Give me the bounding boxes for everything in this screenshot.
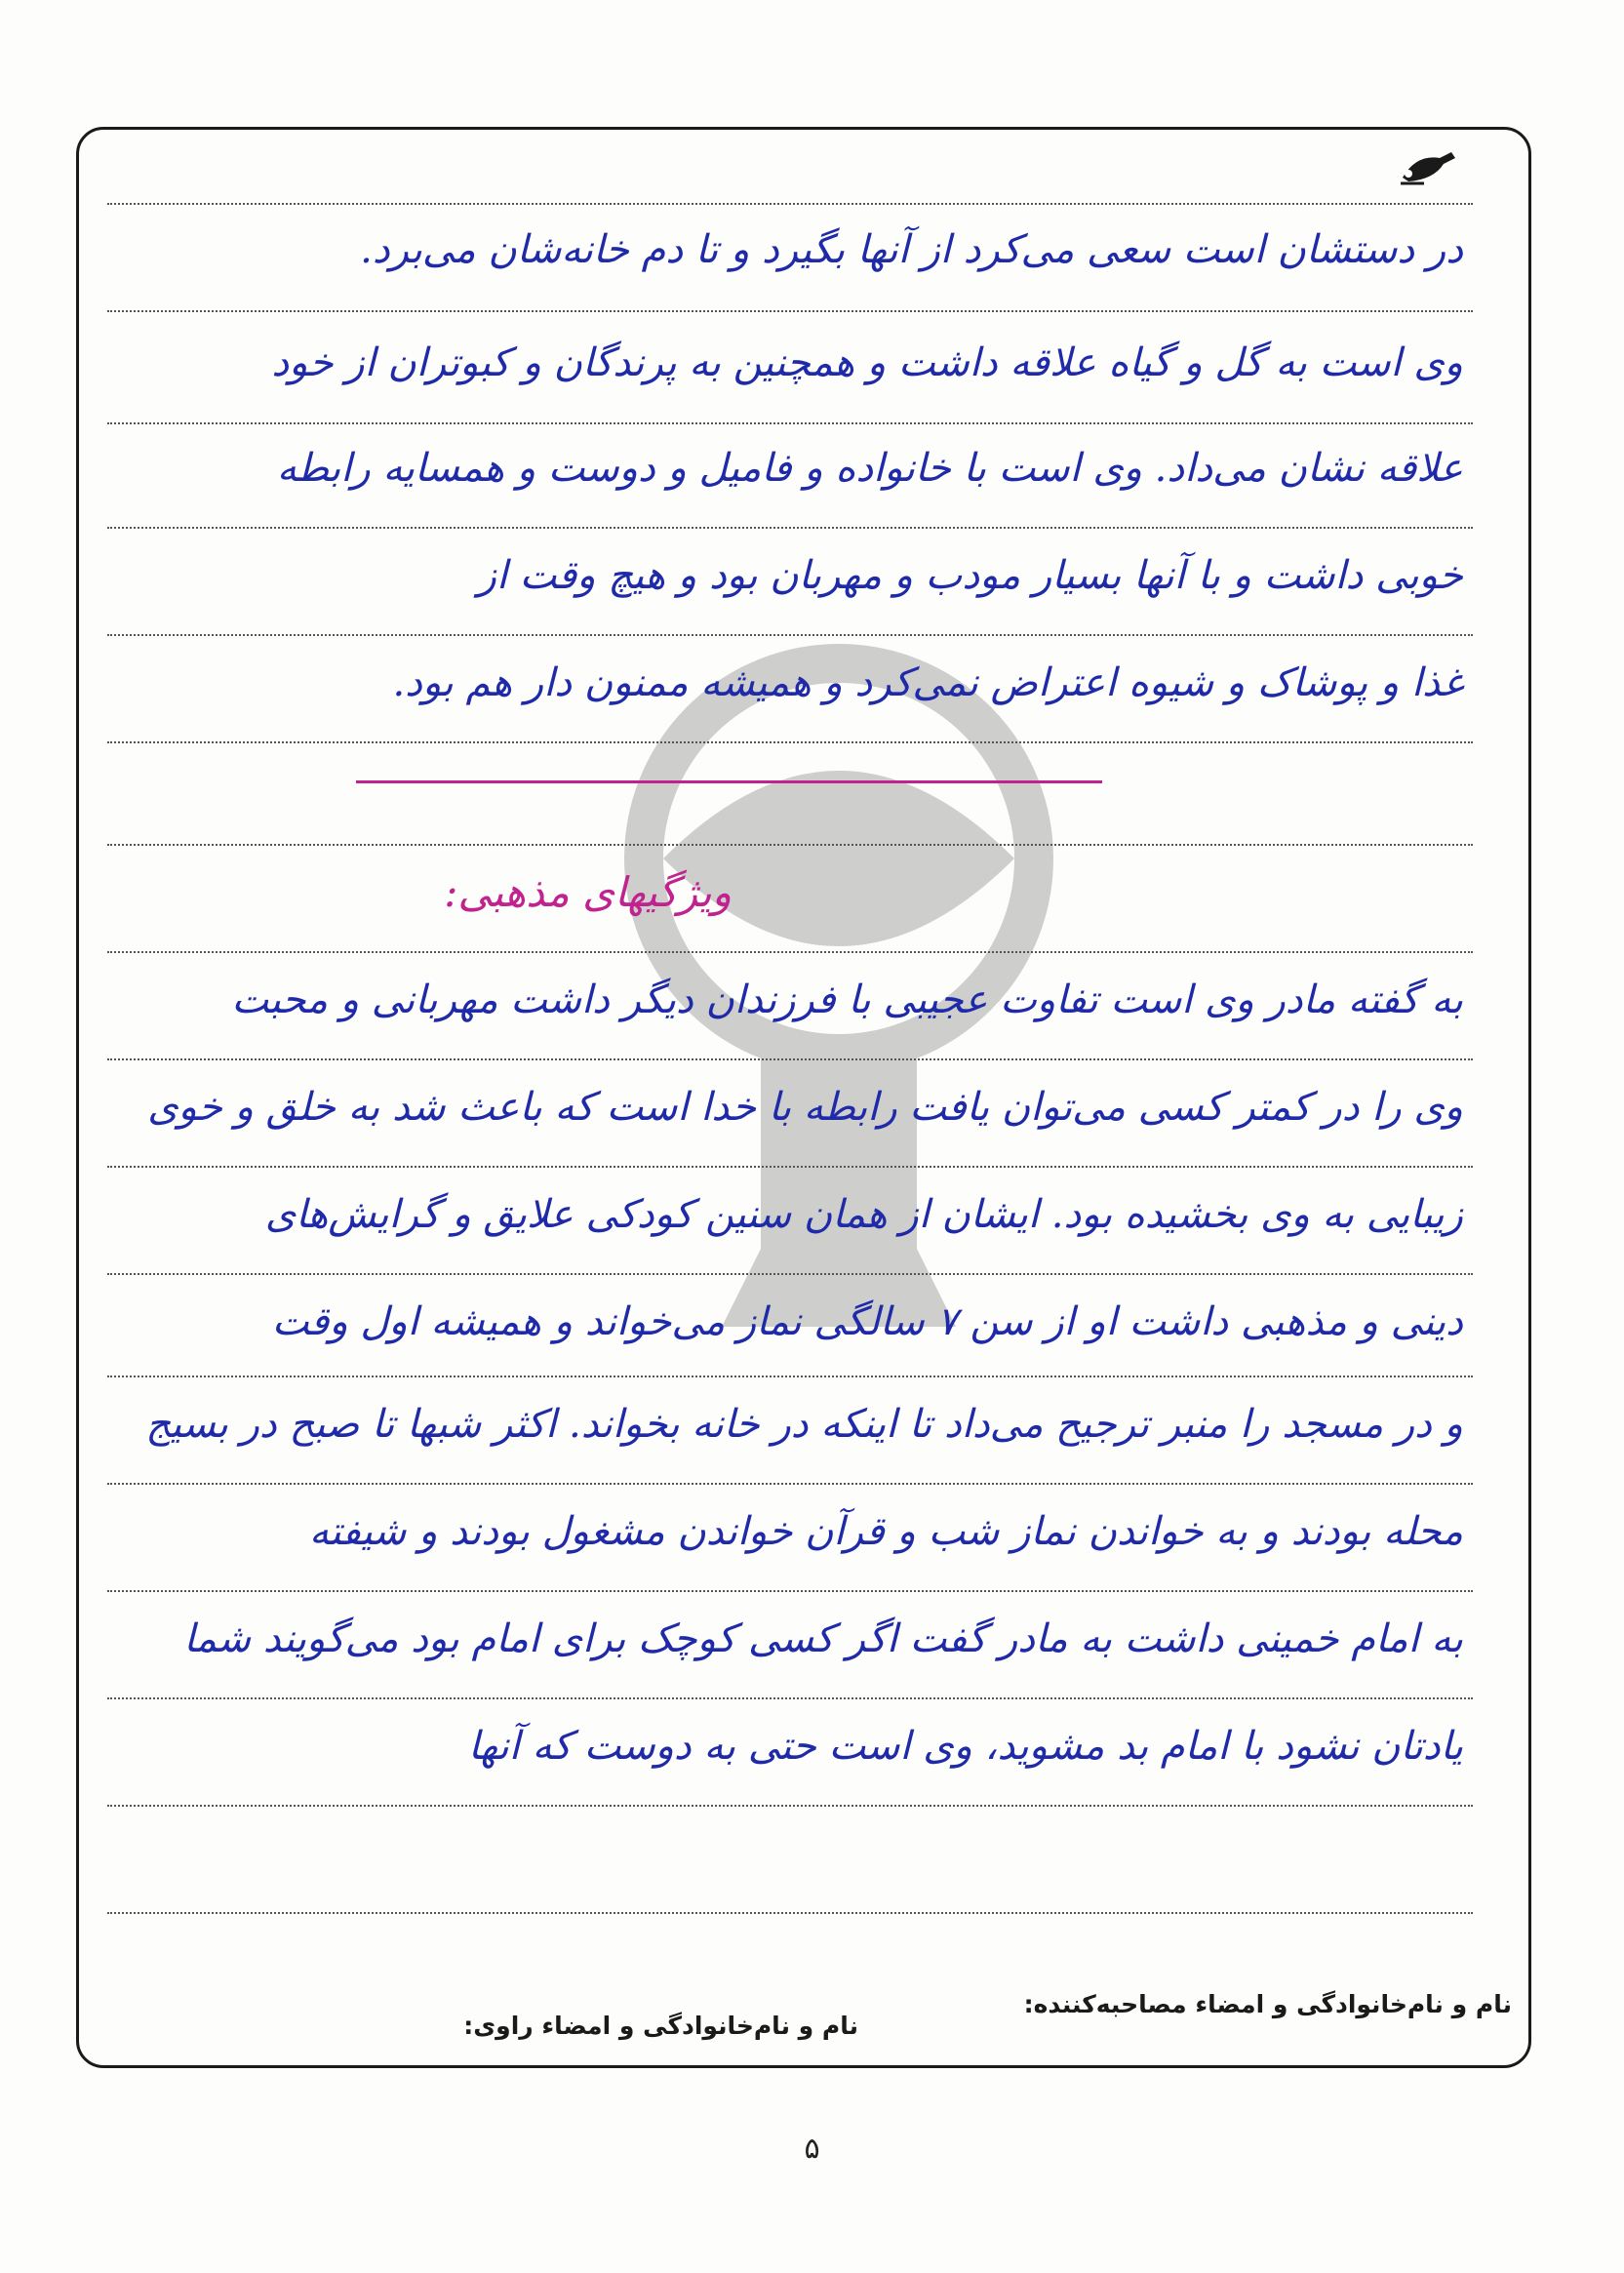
- rule-line: [107, 951, 1473, 953]
- handwritten-line: محله بودند و به خواندن نماز شب و قرآن خواندن مشغول بودند و شیفته: [309, 1509, 1463, 1554]
- rule-line: [107, 1805, 1473, 1807]
- handwritten-line: در دستشان است سعی می‌کرد از آنها بگیرد و تا دم خانه‌شان می‌برد.: [360, 227, 1463, 272]
- section-heading: ویژگیهای مذهبی:: [444, 868, 732, 916]
- rule-line: [107, 203, 1473, 205]
- handwritten-line: وی است به گل و گیاه علاقه داشت و همچنین به پرندگان و کبوتران از خود: [271, 340, 1463, 385]
- handwritten-line: زیبایی به وی بخشیده بود. ایشان از همان سنین کودکی علایق و گرایش‌های: [264, 1192, 1463, 1237]
- handwritten-line: وی را در کمتر کسی می‌توان یافت رابطه با خدا است که باعث شد به خلق و خوی: [147, 1085, 1463, 1130]
- rule-line: [107, 741, 1473, 743]
- narrator-signature-label: نام و نام‌خانوادگی و امضاء راوی:: [463, 2012, 858, 2040]
- rule-line: [107, 1912, 1473, 1914]
- rule-line: [107, 1166, 1473, 1168]
- rule-line: [107, 1697, 1473, 1699]
- rule-line: [107, 844, 1473, 846]
- rule-line: [107, 634, 1473, 636]
- handwritten-line: علاقه نشان می‌داد. وی است با خانواده و فامیل و دوست و همسایه رابطه: [276, 446, 1463, 491]
- handwritten-line: دینی و مذهبی داشت او از سن ۷ سالگی نماز می‌خواند و همیشه اول وقت: [271, 1299, 1463, 1344]
- handwritten-line: و در مسجد را منبر ترجیح می‌داد تا اینکه در خانه بخواند. اکثر شبها تا صبح در بسیج: [145, 1402, 1463, 1447]
- handwritten-line: به گفته مادر وی است تفاوت عجیبی با فرزندان دیگر داشت مهربانی و محبت: [231, 977, 1463, 1022]
- handwritten-line: خوبی داشت و با آنها بسیار مودب و مهربان بود و هیچ وقت از: [477, 553, 1463, 598]
- rule-line: [107, 1483, 1473, 1485]
- rule-line: [107, 1273, 1473, 1275]
- handwritten-line: غذا و پوشاک و شیوه اعتراض نمی‌کرد و همیشه ممنون دار هم بود.: [392, 660, 1463, 705]
- rule-line: [107, 422, 1473, 424]
- ruled-writing-area: [107, 146, 1473, 1971]
- heading-underline: [356, 780, 1102, 783]
- handwritten-line: به امام خمینی داشت به مادر گفت اگر کسی کوچک برای امام بود می‌گویند شما: [183, 1616, 1463, 1661]
- signature-footer: [107, 1990, 1512, 2049]
- rule-line: [107, 527, 1473, 529]
- rule-line: [107, 310, 1473, 312]
- rule-line: [107, 1376, 1473, 1377]
- page-number: ۵: [804, 2132, 820, 2166]
- handwritten-line: یادتان نشود با امام بد مشوید، وی است حتی به دوست که آنها: [468, 1724, 1463, 1769]
- interviewer-signature-label: نام و نام‌خانوادگی و امضاء مصاحبه‌کننده:: [1023, 1990, 1512, 2018]
- rule-line: [107, 1590, 1473, 1592]
- rule-line: [107, 1058, 1473, 1060]
